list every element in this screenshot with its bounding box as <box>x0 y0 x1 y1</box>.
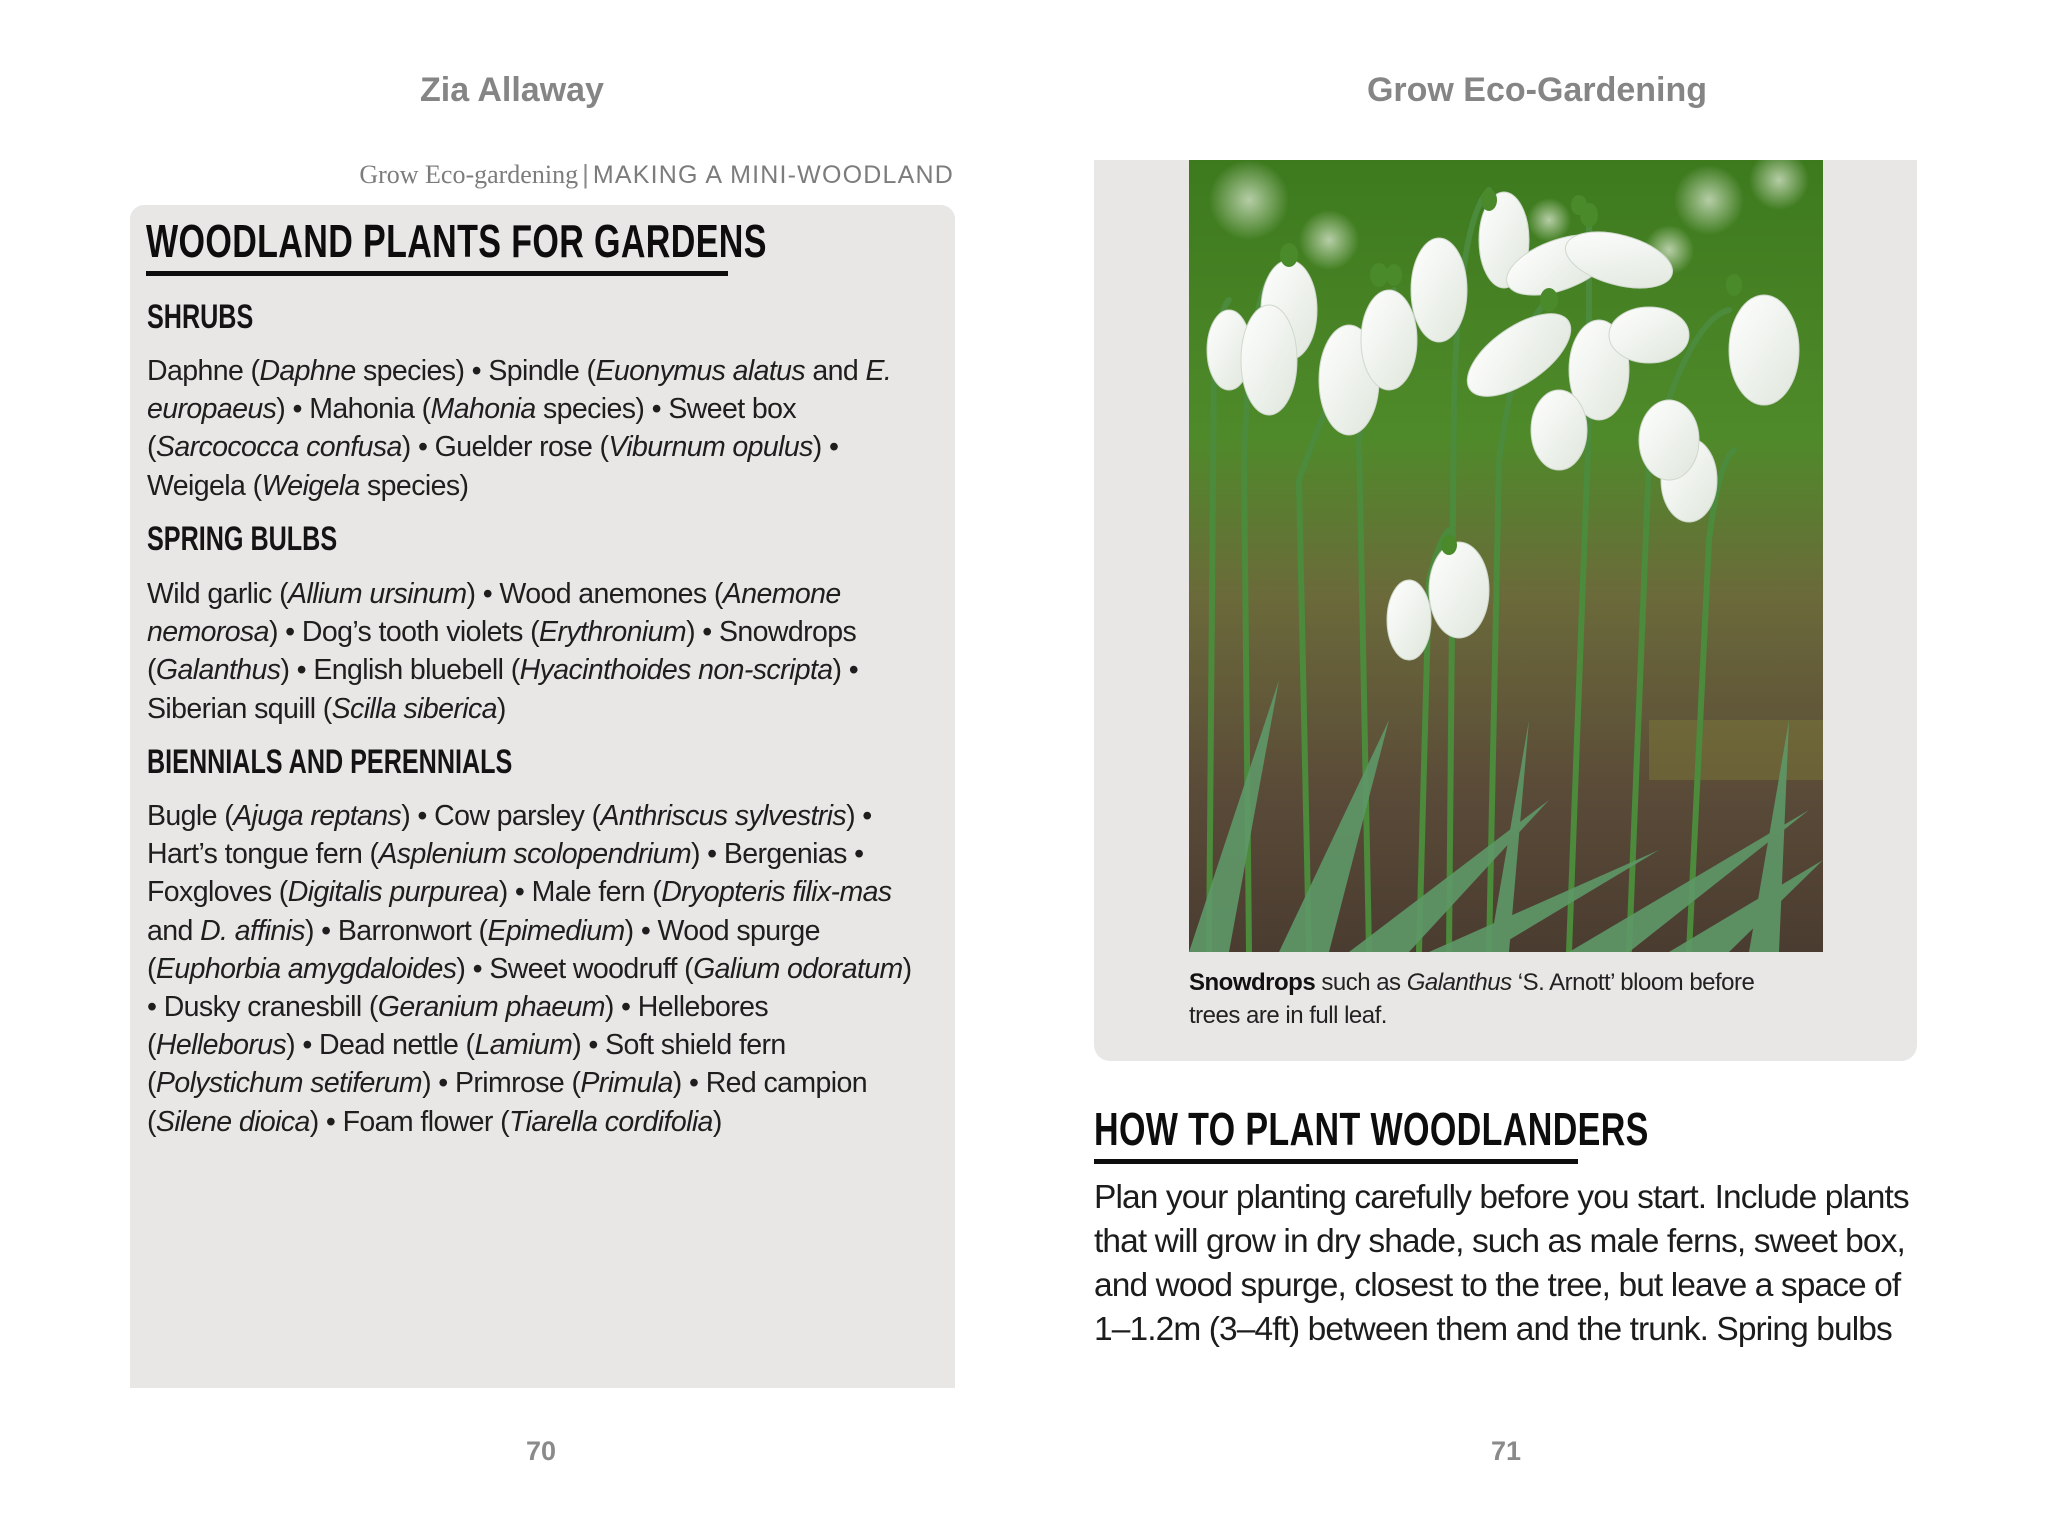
text-run: ) • Red campion <box>672 1067 868 1100</box>
italic-botanical-name: Weigela <box>261 469 360 502</box>
italic-botanical-name: Viburnum opulus <box>608 431 813 464</box>
italic-botanical-name: Digitalis purpurea <box>287 876 499 909</box>
text-line <box>147 912 947 950</box>
text-run: ) • Barronwort ( <box>304 914 488 947</box>
biennials-perennials-list <box>147 797 947 1141</box>
text-run: ) • English bluebell ( <box>280 654 520 687</box>
text-run: ) <box>496 692 506 725</box>
text-run: ) • Snowdrops <box>686 616 857 649</box>
text-run: ) • Hellebores <box>604 991 768 1024</box>
text-line <box>147 835 947 873</box>
text-run: ) <box>902 952 912 985</box>
right-page-book-title: Grow Eco-Gardening <box>1366 71 1708 109</box>
italic-botanical-name: E. <box>865 355 892 387</box>
italic-botanical-name: D. affinis <box>200 914 305 947</box>
text-line <box>147 575 947 613</box>
text-line <box>147 797 947 835</box>
text-line <box>1189 966 1809 999</box>
how-to-plant-body <box>1094 1176 1924 1352</box>
italic-botanical-name: Lamium <box>474 1029 573 1062</box>
italic-botanical-name: Tiarella cordifolia <box>509 1105 713 1138</box>
page-number-left: 70 <box>525 1436 557 1466</box>
text-run: ( <box>147 1029 156 1062</box>
running-head-chapter: MAKING A MINI-WOODLAND <box>592 161 954 189</box>
text-line <box>147 390 947 428</box>
italic-botanical-name: Daphne <box>259 355 356 387</box>
shrubs-list <box>147 352 947 505</box>
text-run: ( <box>147 1067 156 1100</box>
italic-botanical-name: Geranium phaeum <box>377 991 605 1024</box>
text-line <box>147 352 947 390</box>
italic-botanical-name: Euonymus alatus <box>595 355 806 387</box>
subhead-spring-bulbs: SPRING BULBS <box>147 520 338 558</box>
text-line <box>147 428 947 466</box>
photo-caption <box>1189 966 1809 1032</box>
text-line <box>147 988 947 1026</box>
italic-botanical-name: Galanthus <box>155 654 281 687</box>
text-run: ) • <box>846 800 872 832</box>
italic-botanical-name: Erythronium <box>539 616 687 649</box>
italic-botanical-name: Primula <box>580 1067 673 1100</box>
italic-botanical-name: Euphorbia amygdaloides <box>155 952 457 985</box>
text-run: species) • Sweet box <box>535 393 797 426</box>
snowdrops-photo <box>1189 160 1823 952</box>
italic-botanical-name: Ajuga reptans <box>233 800 402 832</box>
italic-botanical-name: Scilla siberica <box>331 692 497 725</box>
italic-botanical-name: Galanthus <box>1406 969 1512 996</box>
italic-botanical-name: Galium odoratum <box>693 952 903 985</box>
text-line <box>147 651 947 689</box>
text-run: ) • <box>812 431 839 464</box>
italic-botanical-name: Polystichum setiferum <box>155 1067 423 1100</box>
text-line <box>147 1103 947 1141</box>
text-run: species) • Spindle ( <box>355 355 596 387</box>
text-run: ) • Wood spurge <box>624 914 820 947</box>
text-run: Hart’s tongue fern ( <box>147 838 379 871</box>
italic-botanical-name: Hyacinthoides non-scripta <box>519 654 833 687</box>
text-run: • Dusky cranesbill ( <box>147 991 378 1024</box>
text-run: ) • Mahonia ( <box>276 393 431 426</box>
text-run: ) • Cow parsley ( <box>401 800 601 832</box>
text-line <box>147 613 947 651</box>
italic-botanical-name: Dryopteris filix-mas <box>661 876 892 909</box>
spring-bulbs-list <box>147 575 947 728</box>
text-run: Wild garlic ( <box>147 578 289 610</box>
text-run: Weigela ( <box>147 469 262 502</box>
text-run: such as <box>1315 969 1407 996</box>
text-run: ( <box>147 654 156 687</box>
italic-botanical-name: Anthriscus sylvestris <box>600 800 847 832</box>
italic-botanical-name: nemorosa <box>147 616 269 649</box>
text-line <box>147 1064 947 1102</box>
text-run: ‘S. Arnott’ bloom before <box>1511 969 1755 996</box>
panel-title-underline <box>146 271 728 276</box>
page-number-right: 71 <box>1490 1436 1522 1466</box>
subhead-shrubs: SHRUBS <box>147 298 254 336</box>
section-title-underline <box>1094 1159 1578 1164</box>
text-run: species) <box>359 469 469 502</box>
text-run: Daphne ( <box>147 355 260 387</box>
italic-botanical-name: Allium ursinum <box>288 578 467 610</box>
text-line <box>147 1026 947 1064</box>
running-head-book: Grow Eco-gardening <box>359 160 579 189</box>
text-run: ( <box>147 431 156 464</box>
subhead-biennials-perennials: BIENNIALS AND PERENNIALS <box>147 743 513 781</box>
italic-botanical-name: Epimedium <box>487 914 625 947</box>
text-run: Bugle ( <box>147 800 234 832</box>
text-run: and <box>147 914 201 947</box>
text-line <box>147 950 947 988</box>
text-run: ) • Soft shield fern <box>572 1029 786 1062</box>
text-line <box>147 467 947 505</box>
text-run: trees are in full leaf. <box>1189 1002 1387 1029</box>
text-run: and <box>805 355 866 387</box>
text-run: ) • Guelder rose ( <box>401 431 609 464</box>
text-run: ) • Sweet woodruff ( <box>456 952 694 985</box>
running-head <box>359 158 954 190</box>
text-run: ( <box>147 1105 156 1138</box>
section-title-how-to-plant: HOW TO PLANT WOODLANDERS <box>1094 1103 1649 1155</box>
text-run: Foxgloves ( <box>147 876 288 909</box>
italic-botanical-name: Asplenium scolopendrium <box>378 838 691 871</box>
text-run: ) • Bergenias • <box>690 838 864 871</box>
running-head-separator: | <box>582 159 589 189</box>
text-run: ( <box>147 952 156 985</box>
text-run: ) • Wood anemones ( <box>466 578 723 610</box>
text-line <box>1189 999 1809 1032</box>
panel-title: WOODLAND PLANTS FOR GARDENS <box>146 215 767 267</box>
text-line <box>147 873 947 911</box>
text-run: ) <box>712 1105 722 1138</box>
text-run: ) • Dog’s tooth violets ( <box>268 616 540 649</box>
italic-botanical-name: Silene dioica <box>155 1105 310 1138</box>
text-run: ) • Foam flower ( <box>309 1105 510 1138</box>
italic-botanical-name: europaeus <box>147 393 277 426</box>
text-run: ) • Male fern ( <box>498 876 662 909</box>
text-run: Siberian squill ( <box>147 692 332 725</box>
italic-botanical-name: Mahonia <box>430 393 536 426</box>
text-run: ) • Dead nettle ( <box>286 1029 475 1062</box>
italic-botanical-name: Helleborus <box>155 1029 287 1062</box>
text-run: ) • Primrose ( <box>422 1067 581 1100</box>
body-line: and wood spurge, closest to the tree, but leave a space of <box>1094 1267 1901 1304</box>
body-line: that will grow in dry shade, such as male ferns, sweet box, <box>1094 1223 1905 1260</box>
text-line <box>147 690 947 728</box>
italic-botanical-name: Anemone <box>722 578 841 610</box>
bold-term: Snowdrops <box>1189 969 1316 996</box>
text-run: ) • <box>832 654 859 687</box>
left-page-author-title: Zia Allaway <box>420 71 604 109</box>
body-line: 1–1.2m (3–4ft) between them and the trunk. Spring bulbs <box>1094 1311 1892 1348</box>
italic-botanical-name: Sarcococca confusa <box>155 431 402 464</box>
body-line: Plan your planting carefully before you start. Include plants <box>1094 1179 1909 1216</box>
